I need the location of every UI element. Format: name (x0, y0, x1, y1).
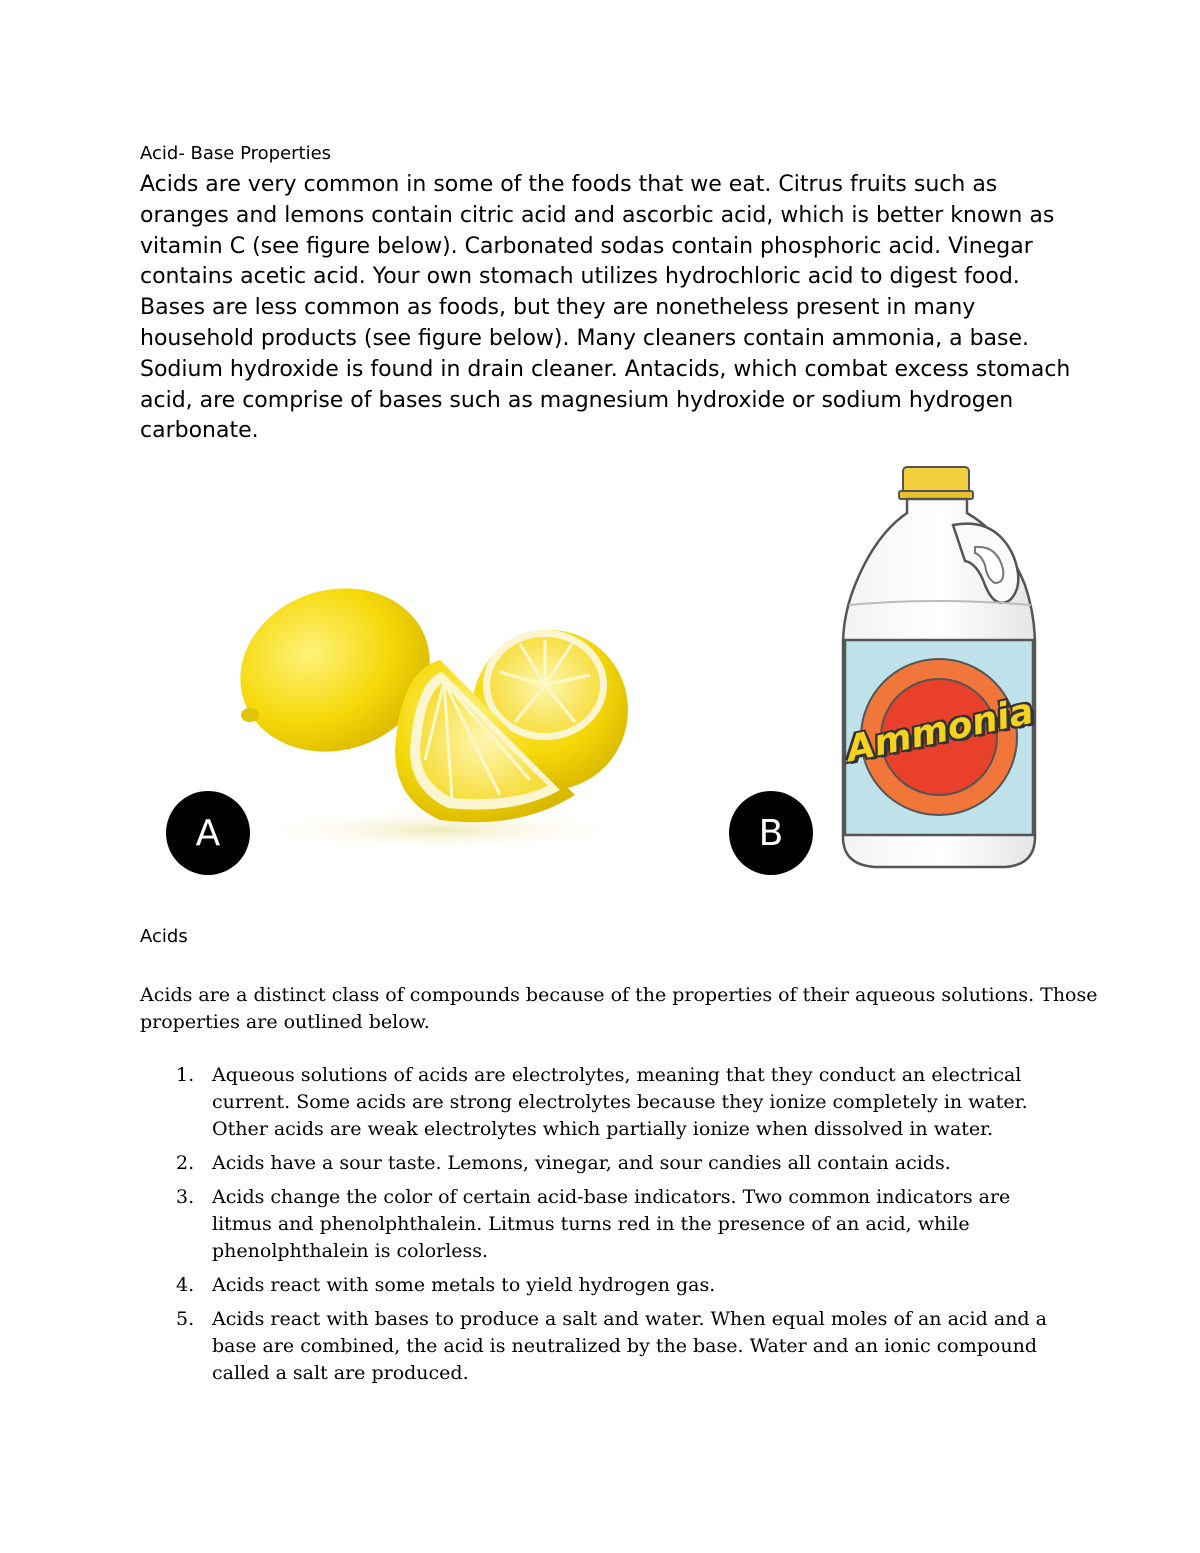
document-title: Acid- Base Properties (140, 143, 332, 164)
list-item-number: 3. (176, 1186, 195, 1208)
list-item-number: 1. (176, 1064, 195, 1086)
list-item-number: 2. (176, 1152, 195, 1174)
list-item-number: 4. (176, 1274, 195, 1296)
ammonia-label-text: Ammonia (842, 690, 1038, 771)
intro-paragraph: Acids are very common in some of the foods that we eat. Citrus fruits such as oranges and lemons contain citric acid and ascorbic acid, which is better known as vitamin C (see figure below). Carbonated sodas contain phosphoric acid. Vinegar contains acetic acid. Your own stomach utilizes hydrochloric acid to digest food. Bases are less common as foods, but they are nonetheless present in many household products (see figure below). Many cleaners contain ammonia, a base. Sodium hydroxide is found in drain cleaner. Antacids, which combat excess stomach acid, are comprise of bases such as magnesium hydroxide or sodium hydrogen carbonate. (140, 172, 1071, 444)
list-item-text: Acids have a sour taste. Lemons, vinegar, and sour candies all contain acids. (212, 1152, 951, 1174)
figure-lemons-and-ammonia (0, 460, 1200, 880)
list-item-text: Acids change the color of certain acid-base indicators. Two common indicators are litmus and phenolphthalein. Litmus turns red in the presence of an acid, while phenolphthalein is colorless. (212, 1186, 1011, 1262)
acids-heading: Acids (140, 926, 188, 947)
list-item-number: 5. (176, 1308, 195, 1330)
list-item-text: Acids react with some metals to yield hydrogen gas. (212, 1274, 716, 1296)
label-a-badge: A (166, 791, 250, 875)
list-item (140, 1062, 1070, 1143)
list-item-text: Acids react with bases to produce a salt and water. When equal moles of an acid and a base are combined, the acid is neutralized by the base. Water and an ionic compound called a salt are produced. (212, 1308, 1047, 1384)
list-item-text: Aqueous solutions of acids are electrolytes, meaning that they conduct an electrical current. Some acids are strong electrolytes because they ionize completely in water. Other acids are weak electrolytes which partially ionize when dissolved in water. (212, 1064, 1028, 1140)
list-item (140, 1150, 1070, 1177)
label-b-badge: B (729, 791, 813, 875)
list-item (140, 1272, 1070, 1299)
acid-properties-list (140, 1062, 1070, 1394)
list-item (140, 1306, 1070, 1387)
acids-intro-paragraph: Acids are a distinct class of compounds because of the properties of their aqueous solutions. Those properties are outlined below. (140, 984, 1098, 1033)
ammonia-bottle-image (835, 465, 1045, 875)
list-item (140, 1184, 1070, 1265)
